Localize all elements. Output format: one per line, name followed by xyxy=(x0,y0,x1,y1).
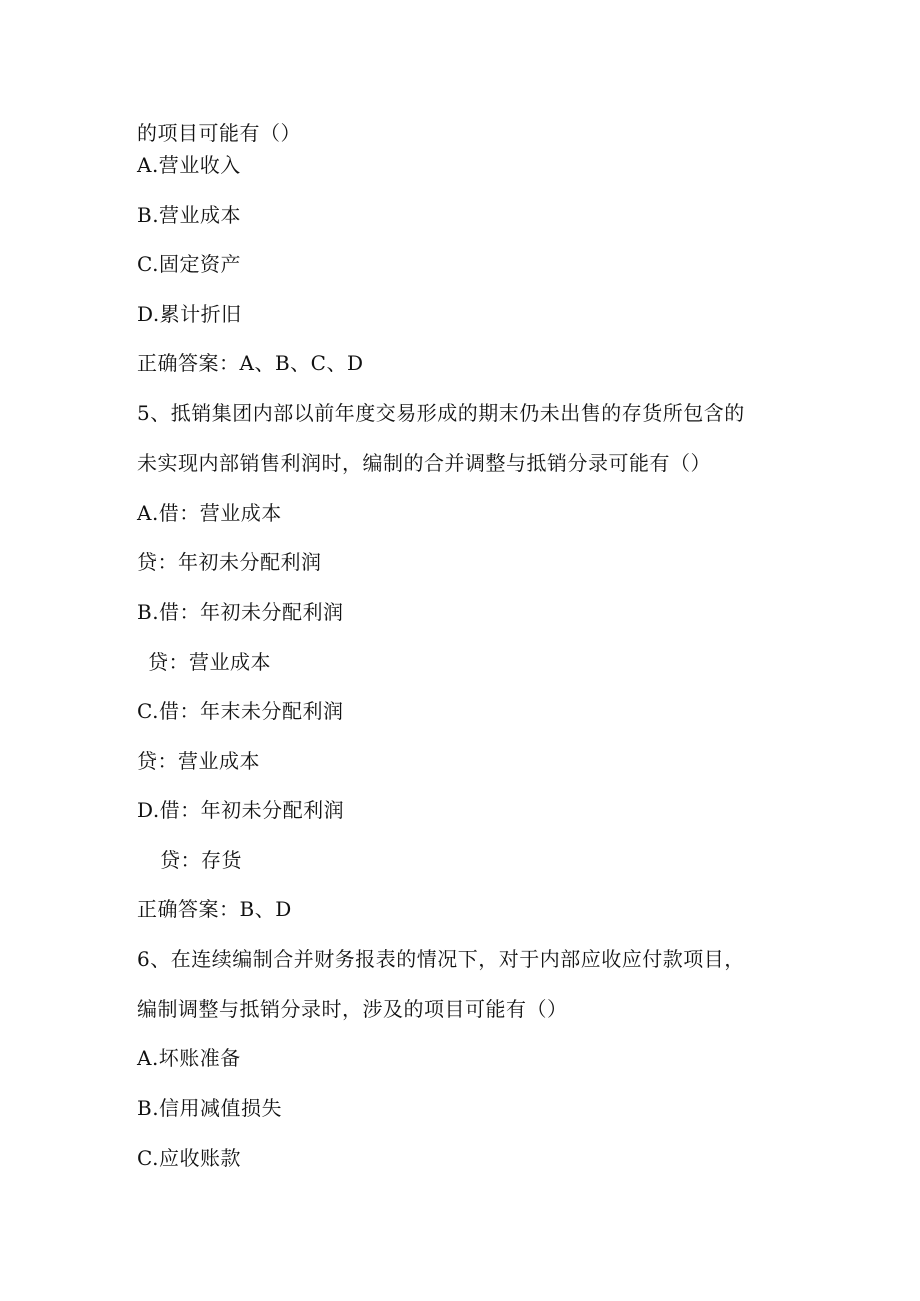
question-5-option-c-debit: C.借：年末未分配利润 xyxy=(137,699,344,723)
question-4-option-a: A.营业收入 xyxy=(137,153,241,177)
question-4-answer: 正确答案：A、B、C、D xyxy=(137,351,364,375)
question-4-option-c: C.固定资产 xyxy=(137,252,241,276)
question-5-option-b-debit: B.借：年初未分配利润 xyxy=(137,600,344,624)
question-5-answer: 正确答案：B、D xyxy=(137,897,292,921)
question-4-option-d: D.累计折旧 xyxy=(137,302,242,326)
question-5-stem-line-2: 未实现内部销售利润时，编制的合并调整与抵销分录可能有（） xyxy=(137,451,711,475)
question-6-option-b: B.信用减值损失 xyxy=(137,1096,283,1120)
question-5-option-d-debit: D.借：年初未分配利润 xyxy=(137,798,345,822)
question-6-stem-line-1: 6、在连续编制合并财务报表的情况下，对于内部应收应付款项目， xyxy=(137,947,745,971)
question-5-option-b-credit: 贷：营业成本 xyxy=(148,650,271,674)
question-5-option-a-credit: 贷：年初未分配利润 xyxy=(137,550,322,574)
question-6-stem-line-2: 编制调整与抵销分录时，涉及的项目可能有（） xyxy=(137,997,568,1021)
question-6-option-a: A.坏账准备 xyxy=(137,1046,241,1070)
question-4-option-b: B.营业成本 xyxy=(137,203,242,227)
question-5-option-c-credit: 贷：营业成本 xyxy=(137,749,260,773)
question-5-option-a-debit: A.借：营业成本 xyxy=(137,501,282,525)
question-5-option-d-credit: 贷：存货 xyxy=(160,848,242,872)
question-4-stem-continued: 的项目可能有（） xyxy=(137,121,301,145)
question-5-stem-line-1: 5、抵销集团内部以前年度交易形成的期末仍未出售的存货所包含的 xyxy=(137,401,745,425)
question-6-option-c: C.应收账款 xyxy=(137,1146,241,1170)
